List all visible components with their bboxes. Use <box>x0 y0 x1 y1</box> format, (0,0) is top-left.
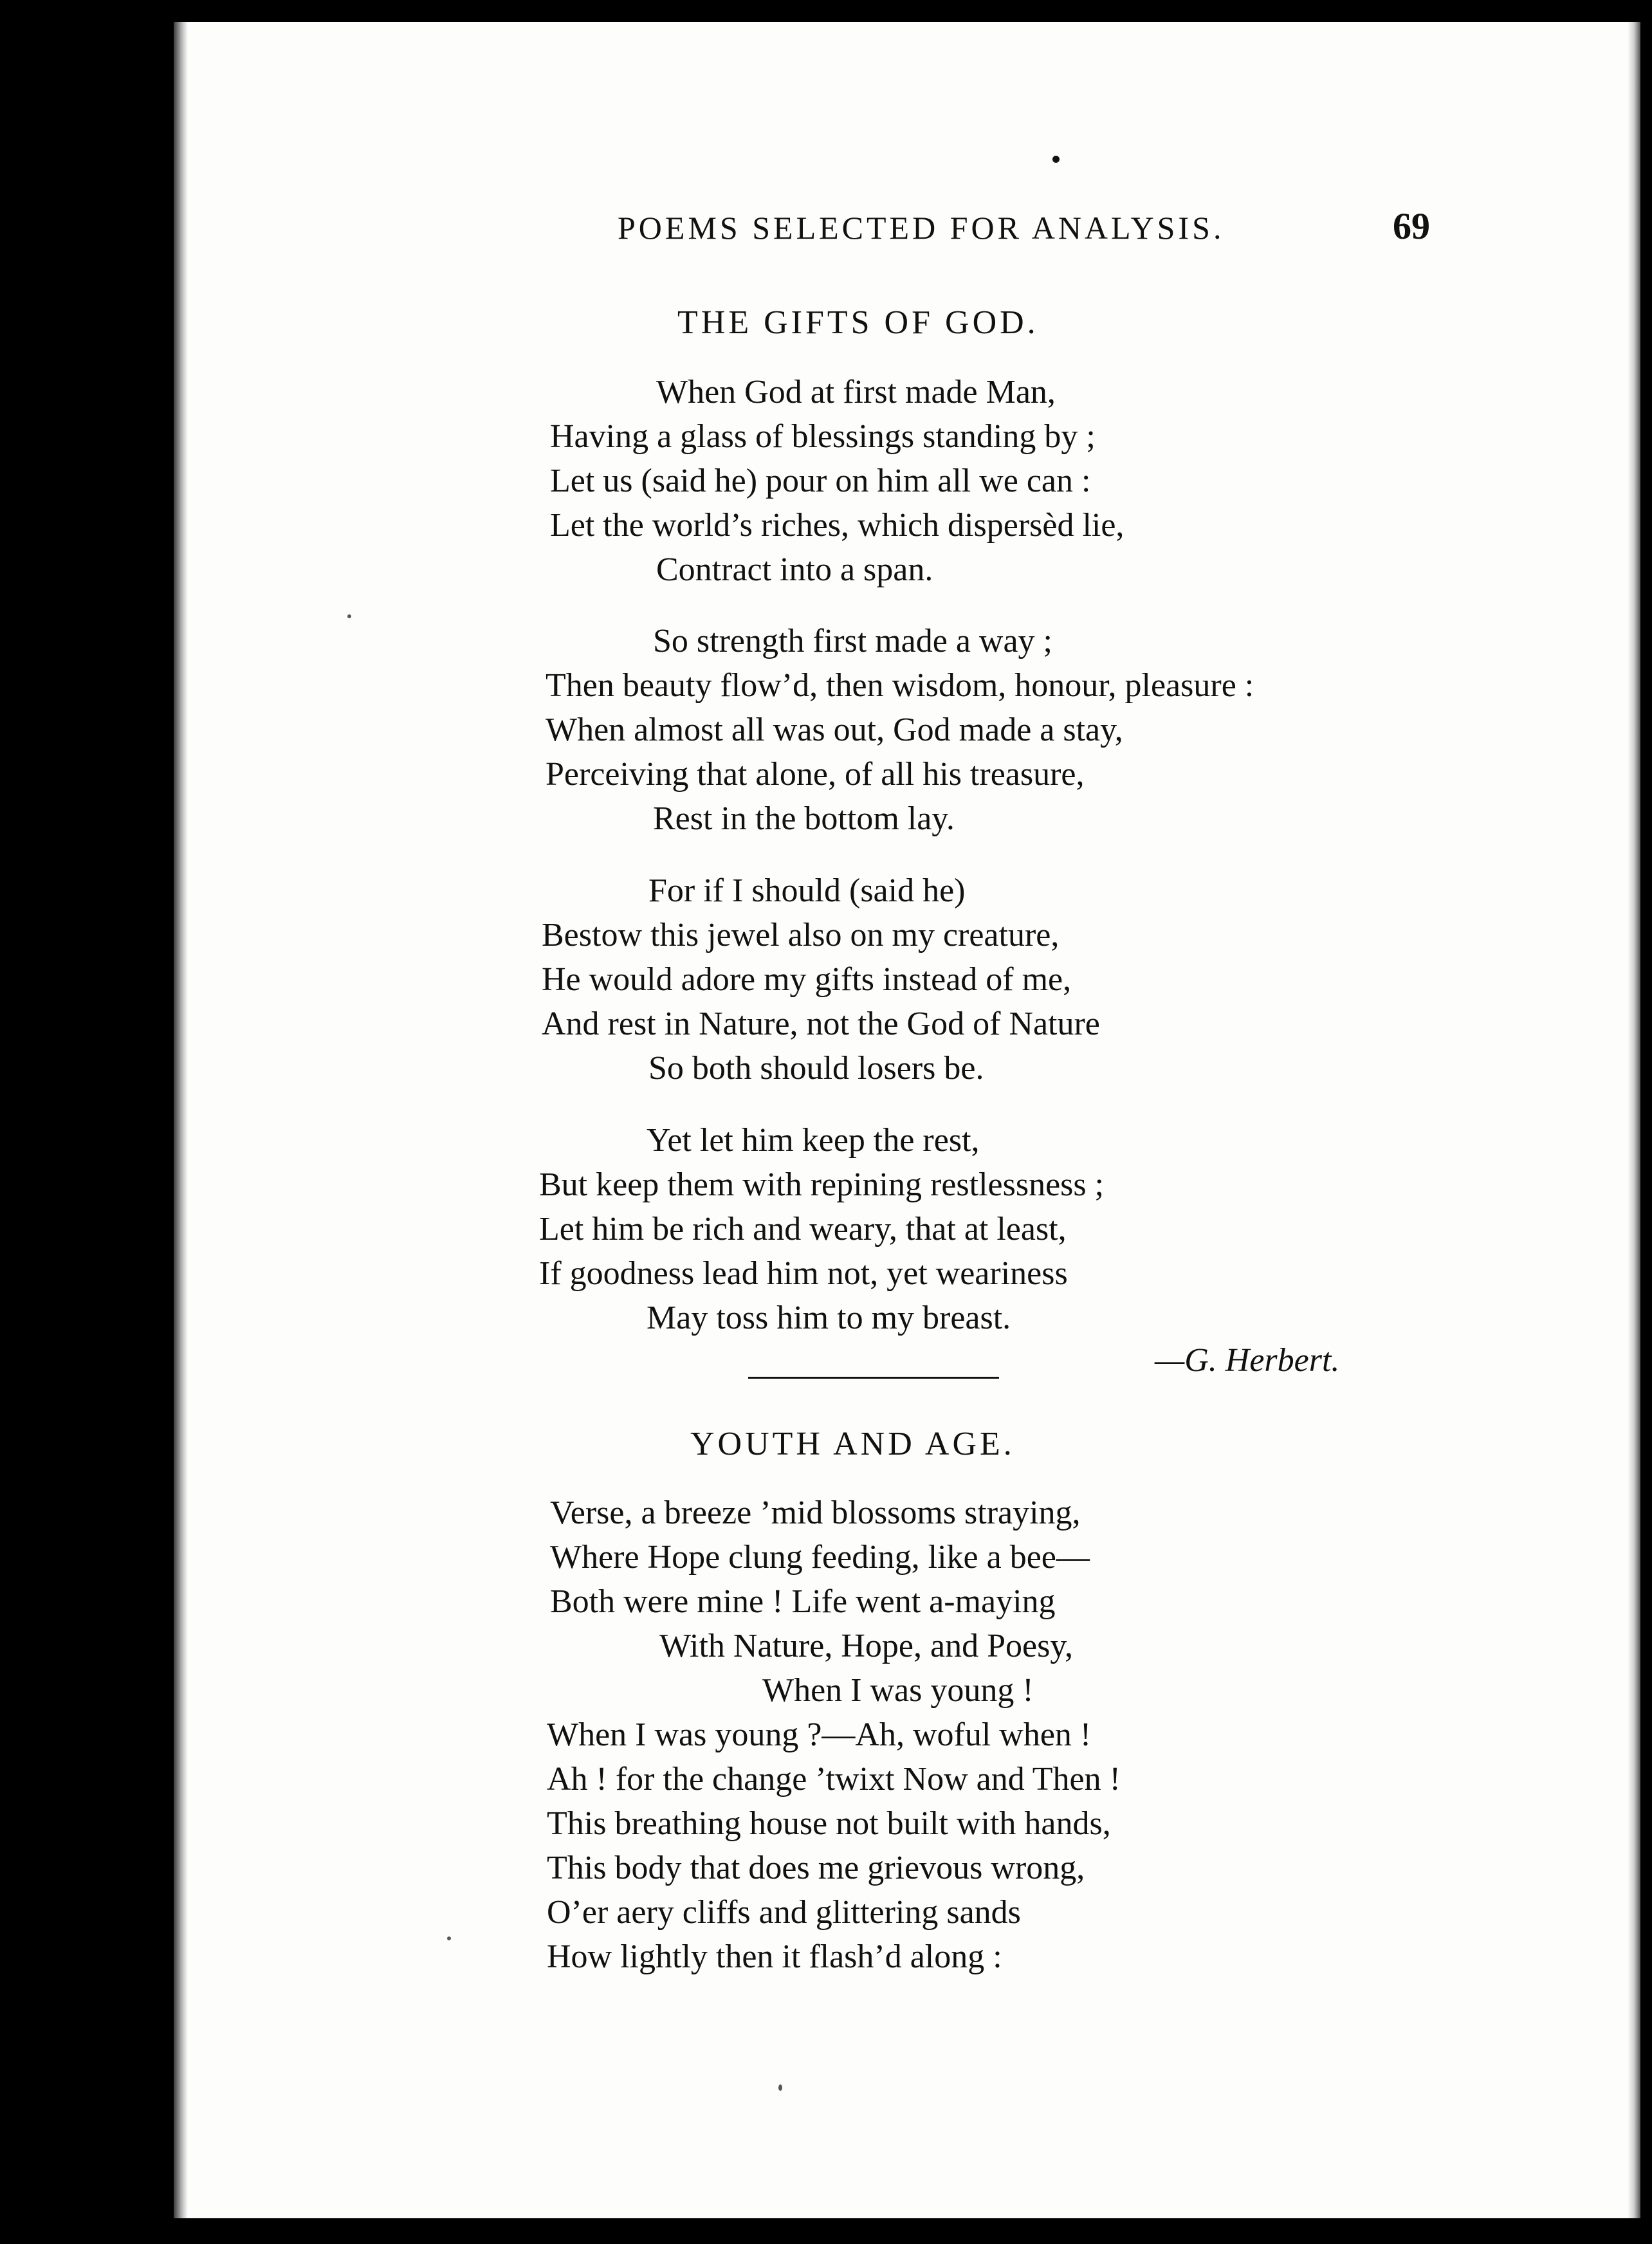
poem-line: So both should losers be. <box>648 1050 984 1087</box>
poem-line: Contract into a span. <box>656 551 933 588</box>
poem-line: So strength first made a way ; <box>653 623 1052 659</box>
poem-title: THE GIFTS OF GOD. <box>677 304 1039 341</box>
poem-title: YOUTH AND AGE. <box>690 1426 1015 1462</box>
poem-line: When almost all was out, God made a stay, <box>546 712 1123 748</box>
poem-line: Let us (said he) pour on him all we can : <box>550 463 1091 499</box>
ink-speck <box>778 2084 782 2091</box>
poem-line: How lightly then it flash’d along : <box>547 1938 1002 1975</box>
poem-line: Having a glass of blessings standing by ; <box>550 418 1096 455</box>
section-divider <box>748 1377 999 1379</box>
page-gutter <box>174 22 188 2218</box>
poem-line: But keep them with repining restlessness ; <box>539 1166 1105 1203</box>
poem-line: Then beauty flow’d, then wisdom, honour, pleasure : <box>546 667 1254 704</box>
scan-border-bottom <box>0 2218 1652 2244</box>
poem-line: And rest in Nature, not the God of Nature <box>542 1006 1100 1042</box>
poem-line: Verse, a breeze ’mid blossoms straying, <box>550 1494 1081 1531</box>
poem-line: Let the world’s riches, which dispersèd lie, <box>550 507 1124 544</box>
poem-line: For if I should (said he) <box>648 872 966 909</box>
poem-line: He would adore my gifts instead of me, <box>542 961 1072 998</box>
poem-line: With Nature, Hope, and Poesy, <box>659 1628 1073 1664</box>
poem-line: Let him be rich and weary, that at least, <box>539 1211 1067 1247</box>
poem-line: This breathing house not built with hands, <box>547 1805 1111 1842</box>
poem-line: Ah ! for the change ’twixt Now and Then ! <box>547 1761 1121 1798</box>
poem-line: When I was young ! <box>762 1672 1034 1709</box>
poem-line: May toss him to my breast. <box>647 1300 1011 1336</box>
poem-line: This body that does me grievous wrong, <box>547 1850 1085 1886</box>
page-number: 69 <box>1393 205 1430 247</box>
scan-border-left <box>0 0 174 2244</box>
poem-line: If goodness lead him not, yet weariness <box>539 1255 1068 1292</box>
poem-line: Rest in the bottom lay. <box>653 800 955 837</box>
poem-line: Where Hope clung feeding, like a bee— <box>550 1539 1090 1576</box>
ink-dot <box>1052 156 1060 163</box>
poem-line: Both were mine ! Life went a-maying <box>550 1583 1056 1620</box>
poem-line: O’er aery cliffs and glittering sands <box>547 1894 1021 1931</box>
scan-border-top <box>0 0 1652 22</box>
scan-border-right <box>1640 0 1652 2244</box>
page-paper <box>174 22 1640 2218</box>
poem-line: When God at first made Man, <box>656 374 1056 410</box>
ink-speck <box>347 614 351 618</box>
poem-line: Perceiving that alone, of all his treasure, <box>546 756 1085 793</box>
poem-line: When I was young ?—Ah, woful when ! <box>547 1716 1092 1753</box>
poem-line: Bestow this jewel also on my creature, <box>542 917 1060 953</box>
ink-speck <box>447 1936 451 1940</box>
running-head: POEMS SELECTED FOR ANALYSIS. <box>618 210 1225 246</box>
page-right-edge <box>1628 22 1640 2218</box>
poem-attribution: —G. Herbert. <box>1155 1342 1340 1379</box>
poem-line: Yet let him keep the rest, <box>647 1122 980 1159</box>
